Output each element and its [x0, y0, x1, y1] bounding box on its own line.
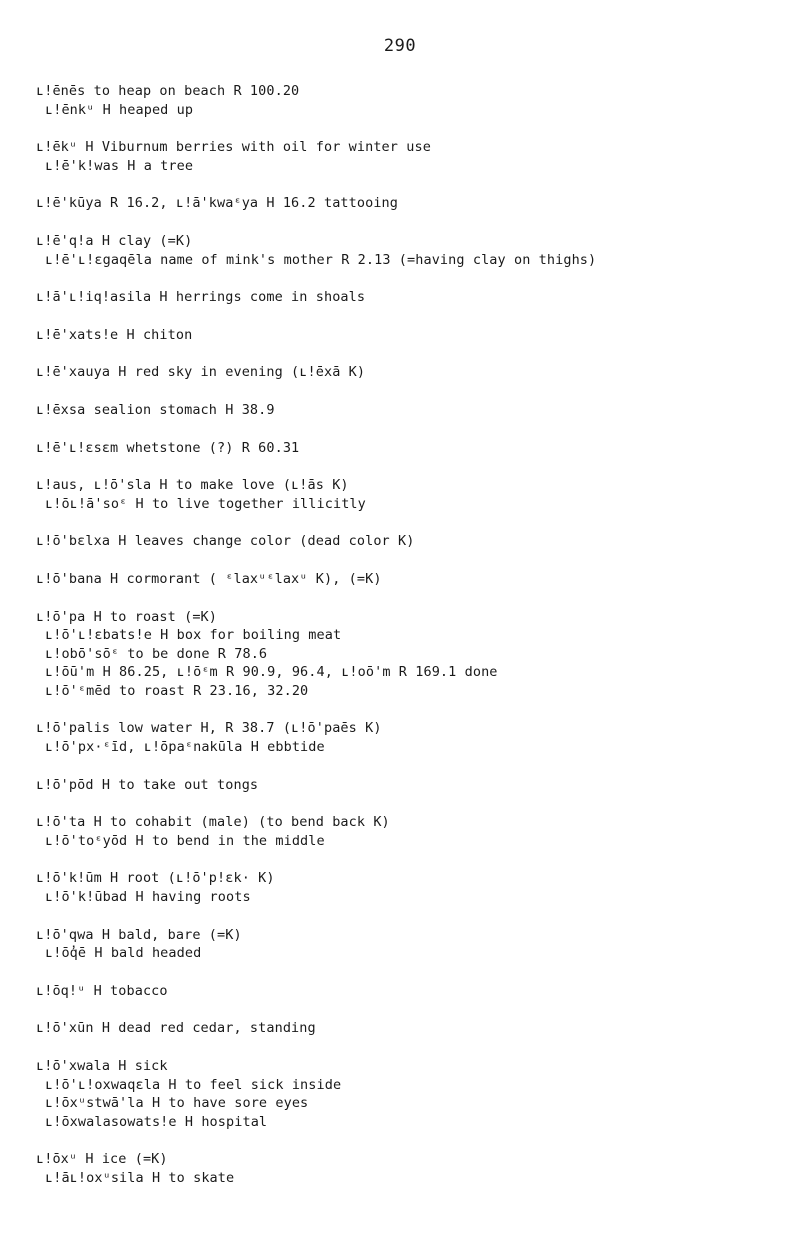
dictionary-entry: [36, 776, 796, 795]
entry-headline: ʟ!ēxsa sealion stomach H 38.9: [36, 401, 275, 418]
entry-subline: ʟ!ēnkᵘ H heaped up: [45, 101, 194, 118]
dictionary-entry: [36, 532, 796, 551]
page-number: 290: [383, 36, 417, 56]
dictionary-entry: [36, 476, 796, 513]
entry-headline: ʟ!ō'bɛlxa H leaves change color (dead color K): [36, 533, 415, 550]
entry-subline: ʟ!ō'ʟ!ɛbats!e H box for boiling meat: [45, 627, 342, 644]
entry-headline: ʟ!ō'palis low water H, R 38.7 (ʟ!ō'paēs K): [36, 720, 382, 737]
entry-headline: ʟ!ē'xauya H red sky in evening (ʟ!ēxā K): [36, 364, 366, 381]
entry-headline: ʟ!ē'q!a H clay (=K): [36, 232, 193, 249]
dictionary-entry: [36, 982, 796, 1001]
entry-headline: ʟ!ō'pa H to roast (=K): [36, 608, 218, 625]
entry-headline: ʟ!ō'k!ūm H root (ʟ!ō'p!ɛk· K): [36, 870, 275, 887]
dictionary-entry: [36, 1150, 796, 1187]
dictionary-entry: [36, 570, 796, 589]
entry-subline: ʟ!ō'k!ūbad H having roots: [45, 889, 251, 906]
dictionary-entry: [36, 194, 796, 213]
dictionary-entry: [36, 326, 796, 345]
entry-subline: ʟ!ō'ᵋmēd to roast R 23.16, 32.20: [45, 682, 309, 699]
entry-headline: ʟ!ē'kūya R 16.2, ʟ!ā'kwaᵋya H 16.2 tattooing: [36, 195, 399, 212]
dictionary-entry: [36, 138, 796, 175]
entry-subline: ʟ!āʟ!oxᵘsila H to skate: [45, 1169, 235, 1186]
entry-subline: ʟ!ē'ʟ!ɛgaqēla name of mink's mother R 2.13 (=having clay on thighs): [45, 251, 597, 268]
entry-subline: ʟ!ōxwalasowats!e H hospital: [45, 1113, 268, 1130]
entry-subline: ʟ!ō'ʟ!oxwaqɛla H to feel sick inside: [45, 1076, 342, 1093]
dictionary-entry: [36, 363, 796, 382]
entry-subline: ʟ!ōʟ!ā'soᵋ H to live together illicitly: [45, 495, 366, 512]
entry-subline: ʟ!ōxᵘstwā'la H to have sore eyes: [45, 1095, 309, 1112]
entry-headline: ʟ!ō'xwala H sick: [36, 1058, 168, 1074]
entry-headline: ʟ!ō'xūn H dead red cedar, standing: [36, 1020, 316, 1037]
entry-headline: ʟ!ō'qwa H bald, bare (=K): [36, 926, 242, 943]
entry-headline: ʟ!ēnēs to heap on beach R 100.20: [36, 83, 300, 99]
entry-headline: ʟ!ēkᵘ H Viburnum berries with oil for winter use: [36, 139, 431, 156]
entry-subline: ʟ!obō'sōᵋ to be done R 78.6: [45, 645, 268, 662]
dictionary-entry: [36, 926, 796, 963]
dictionary-entry: [36, 1057, 796, 1131]
entry-headline: ʟ!ā'ʟ!iq!asila H herrings come in shoals: [36, 289, 366, 306]
entry-headline: ʟ!ōq!ᵘ H tobacco: [36, 982, 168, 999]
dictionary-entry: [36, 82, 796, 119]
dictionary-entry: [36, 288, 796, 307]
entry-subline: ʟ!ō'toᵋyōd H to bend in the middle: [45, 832, 325, 849]
entry-headline: ʟ!ē'xats!e H chiton: [36, 326, 193, 343]
dictionary-entry: [36, 608, 796, 701]
dictionary-entry: [36, 719, 796, 756]
dictionary-entries: [36, 82, 796, 1207]
entry-subline: ʟ!ōū'm H 86.25, ʟ!ōᵋm R 90.9, 96.4, ʟ!oō'm R 169.1 done: [45, 664, 498, 681]
entry-headline: ʟ!aus, ʟ!ō'sla H to make love (ʟ!ās K): [36, 477, 349, 494]
entry-headline: ʟ!ō'ta H to cohabit (male) (to bend back K): [36, 814, 390, 831]
dictionary-entry: [36, 869, 796, 906]
entry-headline: ʟ!ē'ʟ!ɛsɛm whetstone (?) R 60.31: [36, 439, 300, 456]
dictionary-entry: [36, 232, 796, 269]
entry-subline: ʟ!ōq̓ē H bald headed: [45, 945, 202, 962]
entry-headline: ʟ!ō'bana H cormorant ( ᵋlaxᵘᵋlaxᵘ K), (=K): [36, 570, 382, 587]
entry-headline: ʟ!ōxᵘ H ice (=K): [36, 1151, 168, 1168]
dictionary-entry: [36, 813, 796, 850]
entry-headline: ʟ!ō'pōd H to take out tongs: [36, 776, 259, 793]
dictionary-entry: [36, 401, 796, 420]
entry-subline: ʟ!ō'px·ᵋīd, ʟ!ōpaᵋnakūla H ebbtide: [45, 739, 325, 756]
dictionary-entry: [36, 439, 796, 458]
dictionary-entry: [36, 1019, 796, 1038]
entry-subline: ʟ!ē'k!was H a tree: [45, 157, 194, 174]
